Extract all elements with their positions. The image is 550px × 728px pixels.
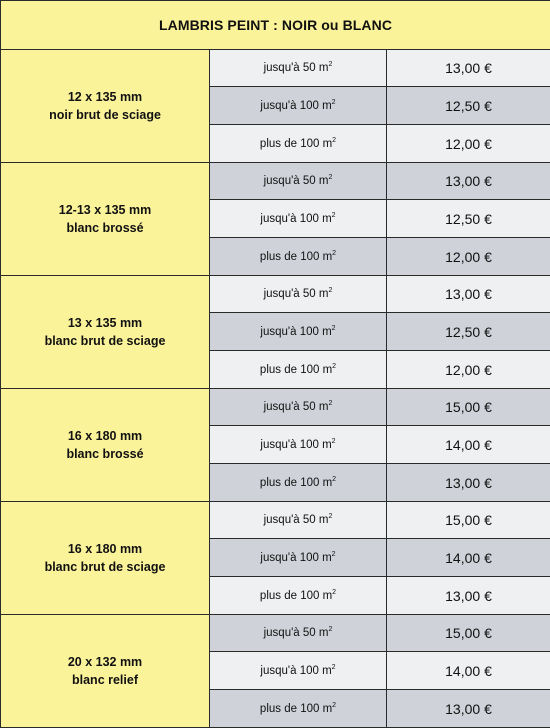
quantity-cell xyxy=(210,163,387,200)
quantity-cell xyxy=(210,200,387,238)
product-finish: blanc brossé xyxy=(1,219,209,237)
price-cell: 13,00 € xyxy=(387,276,550,313)
product-dimensions: 16 x 180 mm xyxy=(1,427,209,445)
quantity-text: jusqu'à 100 m xyxy=(260,665,331,677)
square-unit-exponent: 2 xyxy=(332,664,336,671)
price-cell: 14,00 € xyxy=(387,426,550,464)
quantity-text: plus de 100 m xyxy=(260,477,332,489)
price-row xyxy=(1,276,550,313)
price-cell: 12,00 € xyxy=(387,125,550,163)
product-cell xyxy=(1,50,210,163)
price-cell: 14,00 € xyxy=(387,652,550,690)
square-unit-exponent: 2 xyxy=(332,99,336,106)
price-cell: 13,00 € xyxy=(387,577,550,615)
quantity-cell xyxy=(210,652,387,690)
quantity-cell xyxy=(210,313,387,351)
quantity-cell xyxy=(210,426,387,464)
product-dimensions: 20 x 132 mm xyxy=(1,653,209,671)
quantity-cell xyxy=(210,539,387,577)
product-finish: noir brut de sciage xyxy=(1,106,209,124)
square-unit-exponent: 2 xyxy=(328,400,332,407)
price-cell: 12,00 € xyxy=(387,351,550,389)
table-title: LAMBRIS PEINT : NOIR ou BLANC xyxy=(1,1,550,50)
price-cell: 12,00 € xyxy=(387,238,550,276)
product-finish: blanc brut de sciage xyxy=(1,332,209,350)
price-cell: 12,50 € xyxy=(387,313,550,351)
square-unit-exponent: 2 xyxy=(332,250,336,257)
price-cell: 13,00 € xyxy=(387,50,550,87)
square-unit-exponent: 2 xyxy=(328,287,332,294)
quantity-cell xyxy=(210,238,387,276)
price-cell: 12,50 € xyxy=(387,87,550,125)
quantity-text: jusqu'à 50 m xyxy=(264,627,329,639)
price-row xyxy=(1,389,550,426)
quantity-text: plus de 100 m xyxy=(260,251,332,263)
product-cell xyxy=(1,502,210,615)
product-cell xyxy=(1,276,210,389)
product-cell xyxy=(1,389,210,502)
quantity-cell xyxy=(210,276,387,313)
quantity-text: jusqu'à 100 m xyxy=(260,439,331,451)
quantity-text: jusqu'à 100 m xyxy=(260,100,331,112)
title-row xyxy=(1,1,550,50)
price-row xyxy=(1,163,550,200)
square-unit-exponent: 2 xyxy=(332,551,336,558)
square-unit-exponent: 2 xyxy=(328,61,332,68)
quantity-text: plus de 100 m xyxy=(260,590,332,602)
square-unit-exponent: 2 xyxy=(332,363,336,370)
quantity-cell xyxy=(210,351,387,389)
product-finish: blanc brut de sciage xyxy=(1,558,209,576)
price-cell: 15,00 € xyxy=(387,389,550,426)
quantity-text: jusqu'à 50 m xyxy=(264,514,329,526)
product-cell xyxy=(1,615,210,728)
square-unit-exponent: 2 xyxy=(332,476,336,483)
quantity-cell xyxy=(210,690,387,728)
price-cell: 13,00 € xyxy=(387,163,550,200)
price-cell: 14,00 € xyxy=(387,539,550,577)
quantity-cell xyxy=(210,87,387,125)
price-row xyxy=(1,502,550,539)
quantity-cell xyxy=(210,502,387,539)
quantity-text: plus de 100 m xyxy=(260,364,332,376)
quantity-text: jusqu'à 50 m xyxy=(264,288,329,300)
product-cell xyxy=(1,163,210,276)
quantity-cell xyxy=(210,577,387,615)
price-cell: 13,00 € xyxy=(387,690,550,728)
square-unit-exponent: 2 xyxy=(328,513,332,520)
quantity-cell xyxy=(210,50,387,87)
quantity-text: plus de 100 m xyxy=(260,138,332,150)
quantity-text: jusqu'à 100 m xyxy=(260,213,331,225)
quantity-text: jusqu'à 100 m xyxy=(260,326,331,338)
quantity-cell xyxy=(210,615,387,652)
quantity-text: jusqu'à 50 m xyxy=(264,62,329,74)
product-dimensions: 12 x 135 mm xyxy=(1,88,209,106)
square-unit-exponent: 2 xyxy=(332,702,336,709)
product-dimensions: 12-13 x 135 mm xyxy=(1,201,209,219)
square-unit-exponent: 2 xyxy=(328,174,332,181)
quantity-text: jusqu'à 50 m xyxy=(264,175,329,187)
quantity-text: plus de 100 m xyxy=(260,703,332,715)
price-cell: 15,00 € xyxy=(387,615,550,652)
square-unit-exponent: 2 xyxy=(332,438,336,445)
product-dimensions: 13 x 135 mm xyxy=(1,314,209,332)
price-cell: 13,00 € xyxy=(387,464,550,502)
square-unit-exponent: 2 xyxy=(332,589,336,596)
product-finish: blanc relief xyxy=(1,671,209,689)
quantity-text: jusqu'à 100 m xyxy=(260,552,331,564)
square-unit-exponent: 2 xyxy=(332,137,336,144)
square-unit-exponent: 2 xyxy=(328,626,332,633)
product-dimensions: 16 x 180 mm xyxy=(1,540,209,558)
price-table-body xyxy=(1,1,550,728)
price-cell: 15,00 € xyxy=(387,502,550,539)
square-unit-exponent: 2 xyxy=(332,212,336,219)
quantity-cell xyxy=(210,389,387,426)
price-row xyxy=(1,615,550,652)
quantity-cell xyxy=(210,464,387,502)
quantity-text: jusqu'à 50 m xyxy=(264,401,329,413)
square-unit-exponent: 2 xyxy=(332,325,336,332)
quantity-cell xyxy=(210,125,387,163)
price-cell: 12,50 € xyxy=(387,200,550,238)
price-row xyxy=(1,50,550,87)
product-finish: blanc brossé xyxy=(1,445,209,463)
